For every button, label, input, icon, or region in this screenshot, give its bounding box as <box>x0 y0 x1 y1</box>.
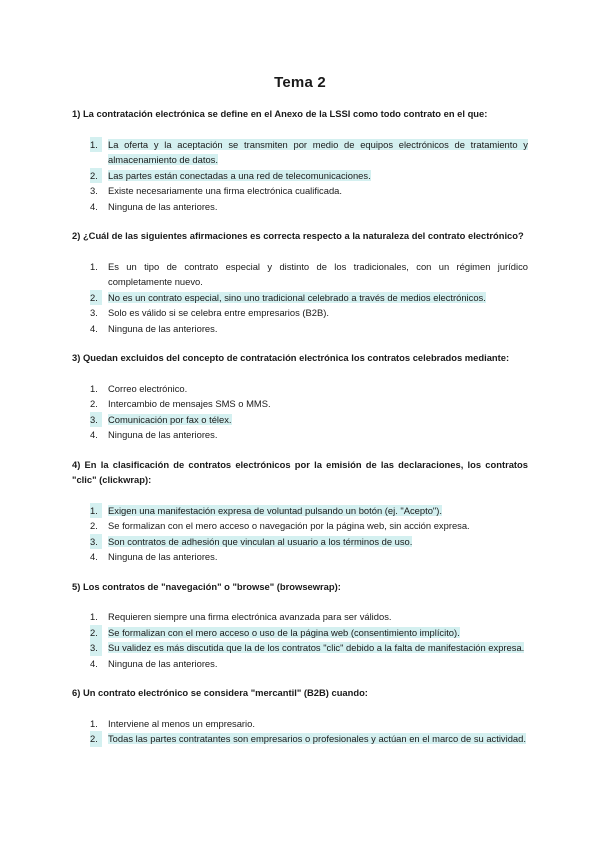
option-text: Interviene al menos un empresario. <box>108 717 255 729</box>
option-number: 2. <box>90 625 102 641</box>
option-number: 2. <box>90 290 102 306</box>
option-text: Existe necesariamente una firma electrónica cualificada. <box>108 185 342 196</box>
option-number: 2. <box>90 398 98 409</box>
option-text: Se formalizan con el mero acceso o uso de la página web (consentimiento implícito). <box>108 626 460 638</box>
question-text: 6) Un contrato electrónico se considera "mercantil" (B2B) cuando: <box>72 687 368 698</box>
answer-option <box>72 427 528 443</box>
option-number: 4. <box>90 322 98 334</box>
option-number: 2. <box>90 168 102 184</box>
answer-options <box>72 381 528 443</box>
option-text: Ninguna de las anteriores. <box>108 551 218 562</box>
answer-option-highlighted <box>72 625 528 641</box>
option-number: 4. <box>90 200 98 212</box>
option-number: 4. <box>90 429 98 440</box>
question-text: 1) La contratación electrónica se define en el Anexo de la LSSI como todo contrato en el que: <box>72 108 488 119</box>
option-number: 3. <box>90 412 102 428</box>
question-text: 5) Los contratos de "navegación" o "browse" (browsewrap): <box>72 580 341 592</box>
option-text: Comunicación por fax o télex. <box>108 413 232 425</box>
answer-options <box>72 609 528 671</box>
option-number: 4. <box>90 657 98 669</box>
option-number: 1. <box>90 137 102 153</box>
answer-option-highlighted <box>72 412 528 428</box>
option-text: Requieren siempre una firma electrónica avanzada para ser válidos. <box>108 611 392 622</box>
option-number: 3. <box>90 185 98 196</box>
option-number: 3. <box>90 307 98 318</box>
option-text: La oferta y la aceptación se transmiten por medio de equipos electrónicos de tratamiento y almacenamiento de datos. <box>108 138 528 165</box>
option-text: Es un tipo de contrato especial y distinto de los tradicionales, con un régimen jurídico completamente nuevo. <box>108 260 528 287</box>
option-text: Su validez es más discutida que la de los contratos "clic" debido a la falta de manifestación expresa. <box>108 642 525 653</box>
answer-option-highlighted <box>72 137 528 168</box>
option-text: No es un contrato especial, sino uno tradicional celebrado a través de medios electrónicos. <box>108 291 486 303</box>
option-number: 1. <box>90 382 98 394</box>
answer-option <box>72 305 528 321</box>
answer-option <box>72 609 528 625</box>
option-number: 3. <box>90 640 102 656</box>
answer-option-highlighted <box>72 290 528 306</box>
answer-option-highlighted <box>72 731 528 747</box>
answer-option <box>72 199 528 215</box>
option-text: Se formalizan con el mero acceso o navegación por la página web, sin acción expresa. <box>108 520 470 531</box>
option-number: 2. <box>90 520 98 531</box>
answer-option <box>72 716 528 732</box>
answer-option-highlighted <box>72 640 528 656</box>
page-title: Tema 2 <box>274 74 326 91</box>
option-number: 1. <box>90 260 98 272</box>
answer-options <box>72 259 528 337</box>
option-text: Las partes están conectadas a una red de telecomunicaciones. <box>108 169 371 181</box>
answer-options <box>72 503 528 565</box>
option-number: 1. <box>90 611 98 622</box>
answer-option-highlighted <box>72 503 528 519</box>
answer-option <box>72 549 528 565</box>
question-text: 3) Quedan excluidos del concepto de contratación electrónica los contratos celebrados mediante: <box>72 352 510 363</box>
option-number: 1. <box>90 503 102 519</box>
question-text: 4) En la clasificación de contratos electrónicos por la emisión de las declaraciones, los contratos "clic" (clickwrap): <box>72 458 528 485</box>
option-text: Correo electrónico. <box>108 382 188 394</box>
option-text: Ninguna de las anteriores. <box>108 657 218 669</box>
option-number: 4. <box>90 551 98 562</box>
answer-option <box>72 518 528 534</box>
answer-option <box>72 259 528 290</box>
answer-option <box>72 656 528 672</box>
answer-option-highlighted <box>72 168 528 184</box>
option-number: 3. <box>90 534 102 550</box>
answer-option <box>72 183 528 199</box>
option-text: Ninguna de las anteriores. <box>108 429 218 440</box>
answer-option-highlighted <box>72 534 528 550</box>
question-text: 2) ¿Cuál de las siguientes afirmaciones es correcta respecto a la naturaleza del contrato electrónico? <box>72 230 524 241</box>
option-text: Intercambio de mensajes SMS o MMS. <box>108 398 271 409</box>
option-text: Todas las partes contratantes son empresarios o profesionales y actúan en el marco de su actividad. <box>108 733 526 744</box>
option-text: Son contratos de adhesión que vinculan al usuario a los términos de uso. <box>108 535 413 547</box>
option-text: Exigen una manifestación expresa de voluntad pulsando un botón (ej. "Acepto"). <box>108 504 442 516</box>
answer-option <box>72 381 528 397</box>
answer-option <box>72 321 528 337</box>
question-list <box>72 106 528 761</box>
answer-option <box>72 396 528 412</box>
option-number: 1. <box>90 717 98 729</box>
answer-options <box>72 137 528 215</box>
option-text: Ninguna de las anteriores. <box>108 200 218 212</box>
option-number: 2. <box>90 731 102 747</box>
option-text: Solo es válido si se celebra entre empresarios (B2B). <box>108 307 329 318</box>
answer-options <box>72 716 528 747</box>
option-text: Ninguna de las anteriores. <box>108 322 218 334</box>
